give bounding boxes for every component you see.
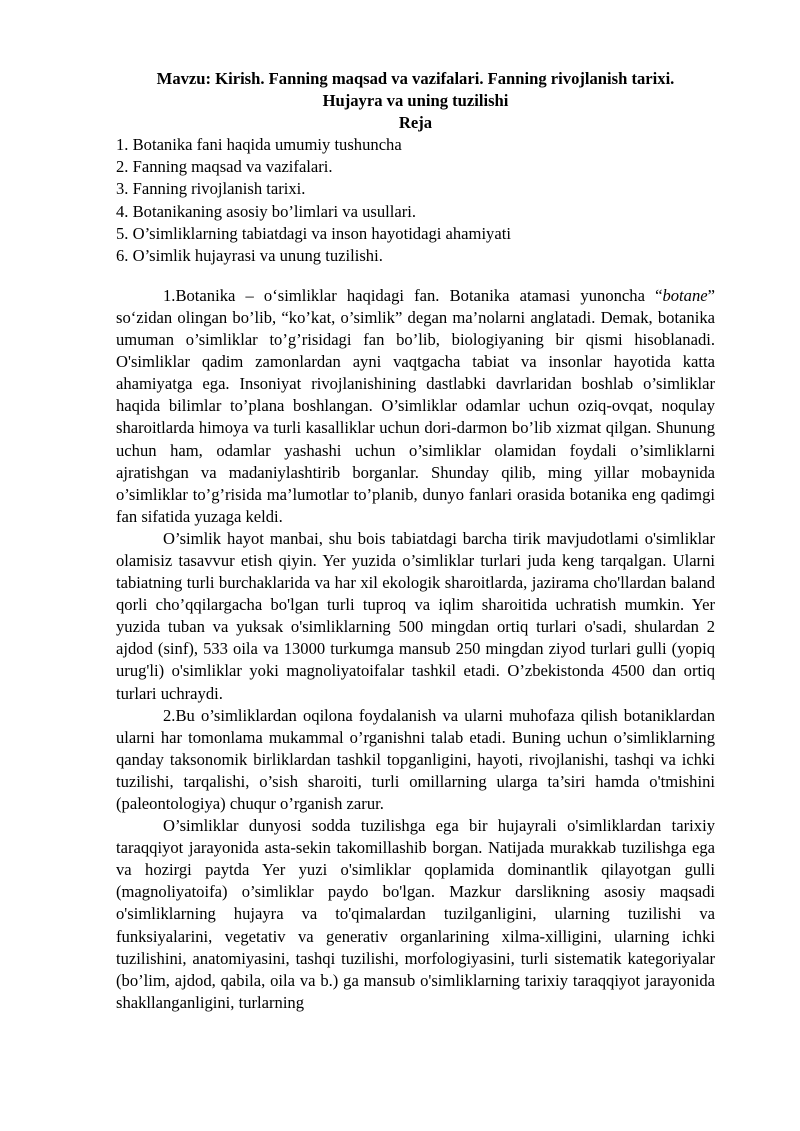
title-line-2: Hujayra va uning tuzilishi <box>322 91 509 111</box>
title-line-1: Mavzu: Kirish. Fanning maqsad va vazifalari. Fanning rivojlanish tarixi. <box>156 69 675 88</box>
paragraph-2: O’simlik hayot manbai, shu bois tabiatdagi barcha tirik mavjudotlami o'simliklar olamisiz tasavvur etish qiyin. Yer yuzida o’simliklar turlari juda keng tarqalgan. Ularni tabiatning turli burchaklarida va har xil ekologik sharoitlarda, jazirama cho'llardan baland qorli cho’qqilargacha bo'lgan turli tuproq va iqlim sharoitida uchratish mumkin. Yer yuzida tuban va yuksak o'simliklarning 500 mingdan ortiq turlari o'sadi, shulardan 2 ajdod (sinf), 533 oila va 13000 turkumga mansub 250 mingdan ziyod turlari gulli (yopiq urug'li) o'simliklar yoki magnoliyatoifalar tashkil etadi. O’zbekistonda 4500 dan ortiq turlari uchraydi. <box>116 528 715 703</box>
paragraph-1 <box>116 285 715 528</box>
plan-item: 1. Botanika fani haqida umumiy tushuncha <box>116 135 402 155</box>
plan-heading: Reja <box>398 113 433 133</box>
italic-term: botane <box>662 285 708 305</box>
plan-item: 2. Fanning maqsad va vazifalari. <box>116 157 333 177</box>
plan-list <box>116 134 715 267</box>
plan-item: 6. O’simlik hujayrasi va unung tuzilishi. <box>116 245 383 265</box>
plan-item: 5. O’simliklarning tabiatdagi va inson hayotidagi ahamiyati <box>116 223 511 243</box>
plan-item: 4. Botanikaning asosiy bo’limlari va usullari. <box>116 201 417 221</box>
paragraph-4: O’simliklar dunyosi sodda tuzilishga ega bir hujayrali o'simliklardan tarixiy taraqqiyot jarayonida asta-sekin takomillashib borgan. Natijada murakkab tuzilishga ega va hozirgi paytda Yer yuzi o'simliklar qoplamida dominantlik qilayotgan gulli (magnoliyatoifa) o’simliklar paydo bo'lgan. Mazkur darslikning asosiy maqsadi o'simliklarning hujayra va to'qimalardan tuzilganligini, ularning tuzilishi va funksiyalarini, vegetativ va generativ organlarining xilma-xilligini, ularning ichki tuzilishini, anatomiyasini, tashqi tuzilishi, morfologiyasini, turli sistematik kategoriyalar (bo’lim, ajdod, qabila, oila va b.) ga mansub o'simliklarning tarixiy taraqqiyot jarayonida shakllanganligini, turlarning <box>116 816 715 1012</box>
paragraph-3: 2.Bu o’simliklardan oqilona foydalanish va ularni muhofaza qilish botaniklardan ularni har tomonlama mukammal o’rganishni talab etadi. Buning uchun o’simliklarning qanday taksonomik birliklardan tashkil topganligini, hayoti, rivojlanishi, tashqi va ichki tuzilishi, tarqalishi, o’sish sharoiti, turli omillarning ularga ta’siri hamda o'tmishini (paleontologiya) chuqur o’rganish zarur. <box>116 705 715 813</box>
plan-item: 3. Fanning rivojlanish tarixi. <box>116 179 306 199</box>
paragraph-1-start: 1.Botanika – o‘simliklar haqidagi fan. Botanika atamasi yunoncha “ <box>163 285 663 305</box>
section-gap <box>116 267 715 285</box>
paragraph-1-rest: ” so‘zidan olingan bo’lib, “ko’kat, o’simlik” degan ma’nolarni anglatadi. Demak, botanika umuman o’simliklar to’g’risidagi fan bo’lib, biologiyaning bir qismi hisoblanadi. O'simliklar qadim zamonlardan ayni vaqtgacha tabiat va insonlar hayotida katta ahamiyatga ega. Insoniyat rivojlanishining dastlabki davrlaridan boshlab o’simliklar haqida bilimlar to’plana boshlangan. O’simliklar odamlar uchun oziq-ovqat, noqulay sharoitlarda himoya va turli kasalliklar uchun dori-darmon bo’lib xizmat qilgan. Shunung uchun ham, odamlar yashashi uchun o’simliklar olamidan foydali o’simliklarni ajratishgan va madaniylashtirib borganlar. Shunday qilib, ming yillar mobaynida o’simliklar to’g’risida ma’lumotlar to’planib, dunyo fanlari orasida botanika eng qadimgi fan sifatida yuzaga keldi. <box>116 285 715 526</box>
